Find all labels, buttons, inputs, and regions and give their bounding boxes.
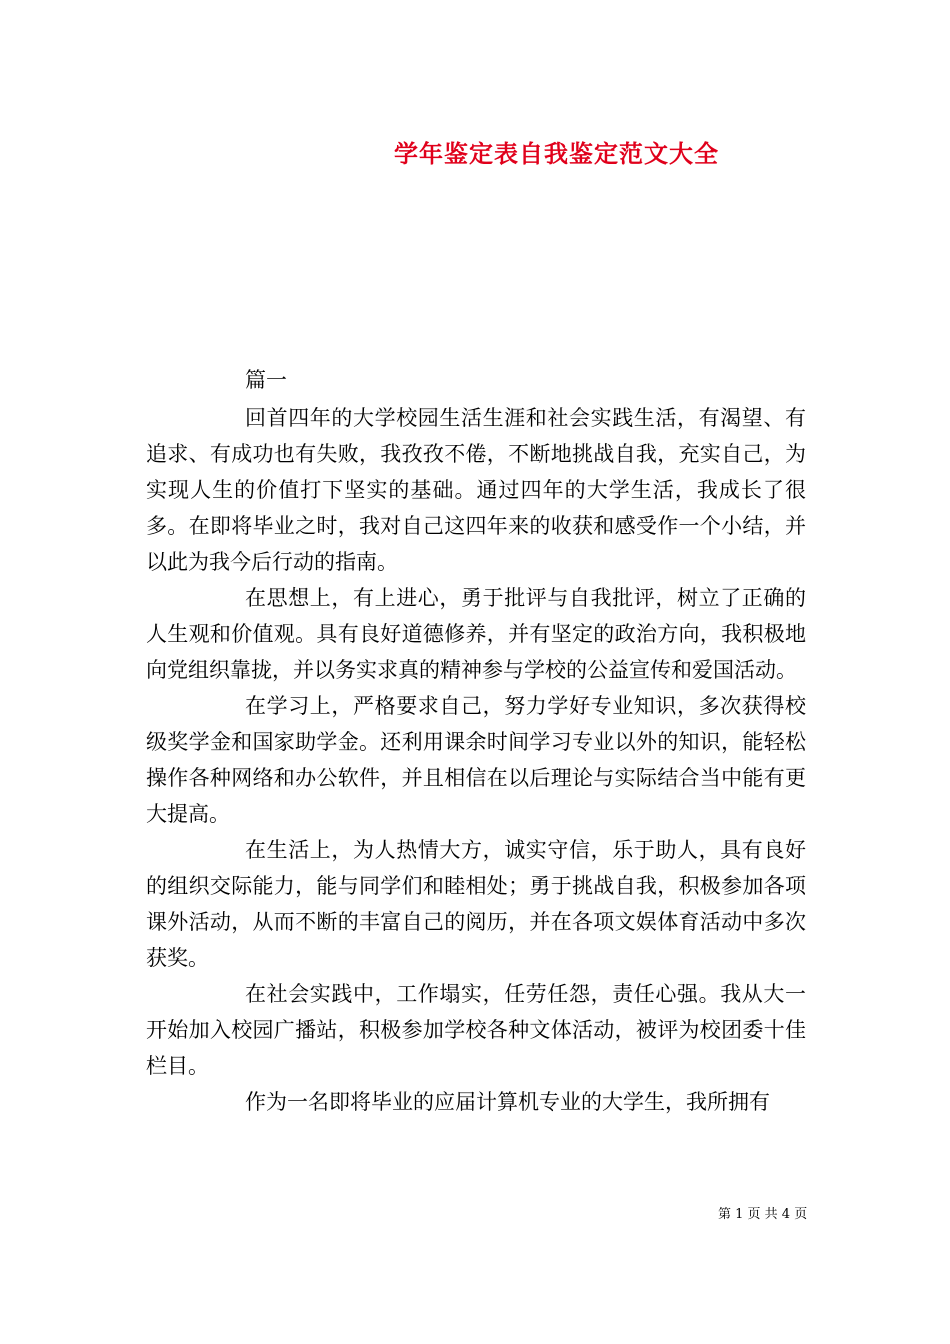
paragraph-intro: 回首四年的大学校园生活生涯和社会实践生活，有渴望、有追求、有成功也有失败，我孜孜不倦，不断地挑战自我，充实自己，为实现人生的价值打下坚实的基础。通过四年的大学生活，我成长了很多。在即将毕业之时，我对自己这四年来的收获和感受作一个小结，并以此为我今后行动的指南。 xyxy=(146,406,806,574)
paragraph-ideology: 在思想上，有上进心，勇于批评与自我批评，树立了正确的人生观和价值观。具有良好道德修养，并有坚定的政治方向，我积极地向党组织靠拢，并以务实求真的精神参与学校的公益宣传和爱国活动。 xyxy=(146,586,806,682)
paragraph-graduate: 作为一名即将毕业的应届计算机专业的大学生，我所拥有 xyxy=(245,1090,770,1114)
page-number-footer: 第 1 页 共 4 页 xyxy=(718,1207,808,1222)
document-body xyxy=(146,362,806,1120)
paragraph-life: 在生活上，为人热情大方，诚实守信，乐于助人，具有良好的组织交际能力，能与同学们和睦相处；勇于挑战自我，积极参加各项课外活动，从而不断的丰富自己的阅历，并在各项文娱体育活动中多次获奖。 xyxy=(146,838,806,970)
document-title: 学年鉴定表自我鉴定范文大全 xyxy=(394,139,719,168)
section-heading: 篇一 xyxy=(245,368,287,392)
paragraph-practice: 在社会实践中，工作塌实，任劳任怨，责任心强。我从大一开始加入校园广播站，积极参加学校各种文体活动，被评为校团委十佳栏目。 xyxy=(146,982,806,1078)
paragraph-study: 在学习上，严格要求自己，努力学好专业知识，多次获得校级奖学金和国家助学金。还利用课余时间学习专业以外的知识，能轻松操作各种网络和办公软件，并且相信在以后理论与实际结合当中能有更大提高。 xyxy=(146,694,806,826)
